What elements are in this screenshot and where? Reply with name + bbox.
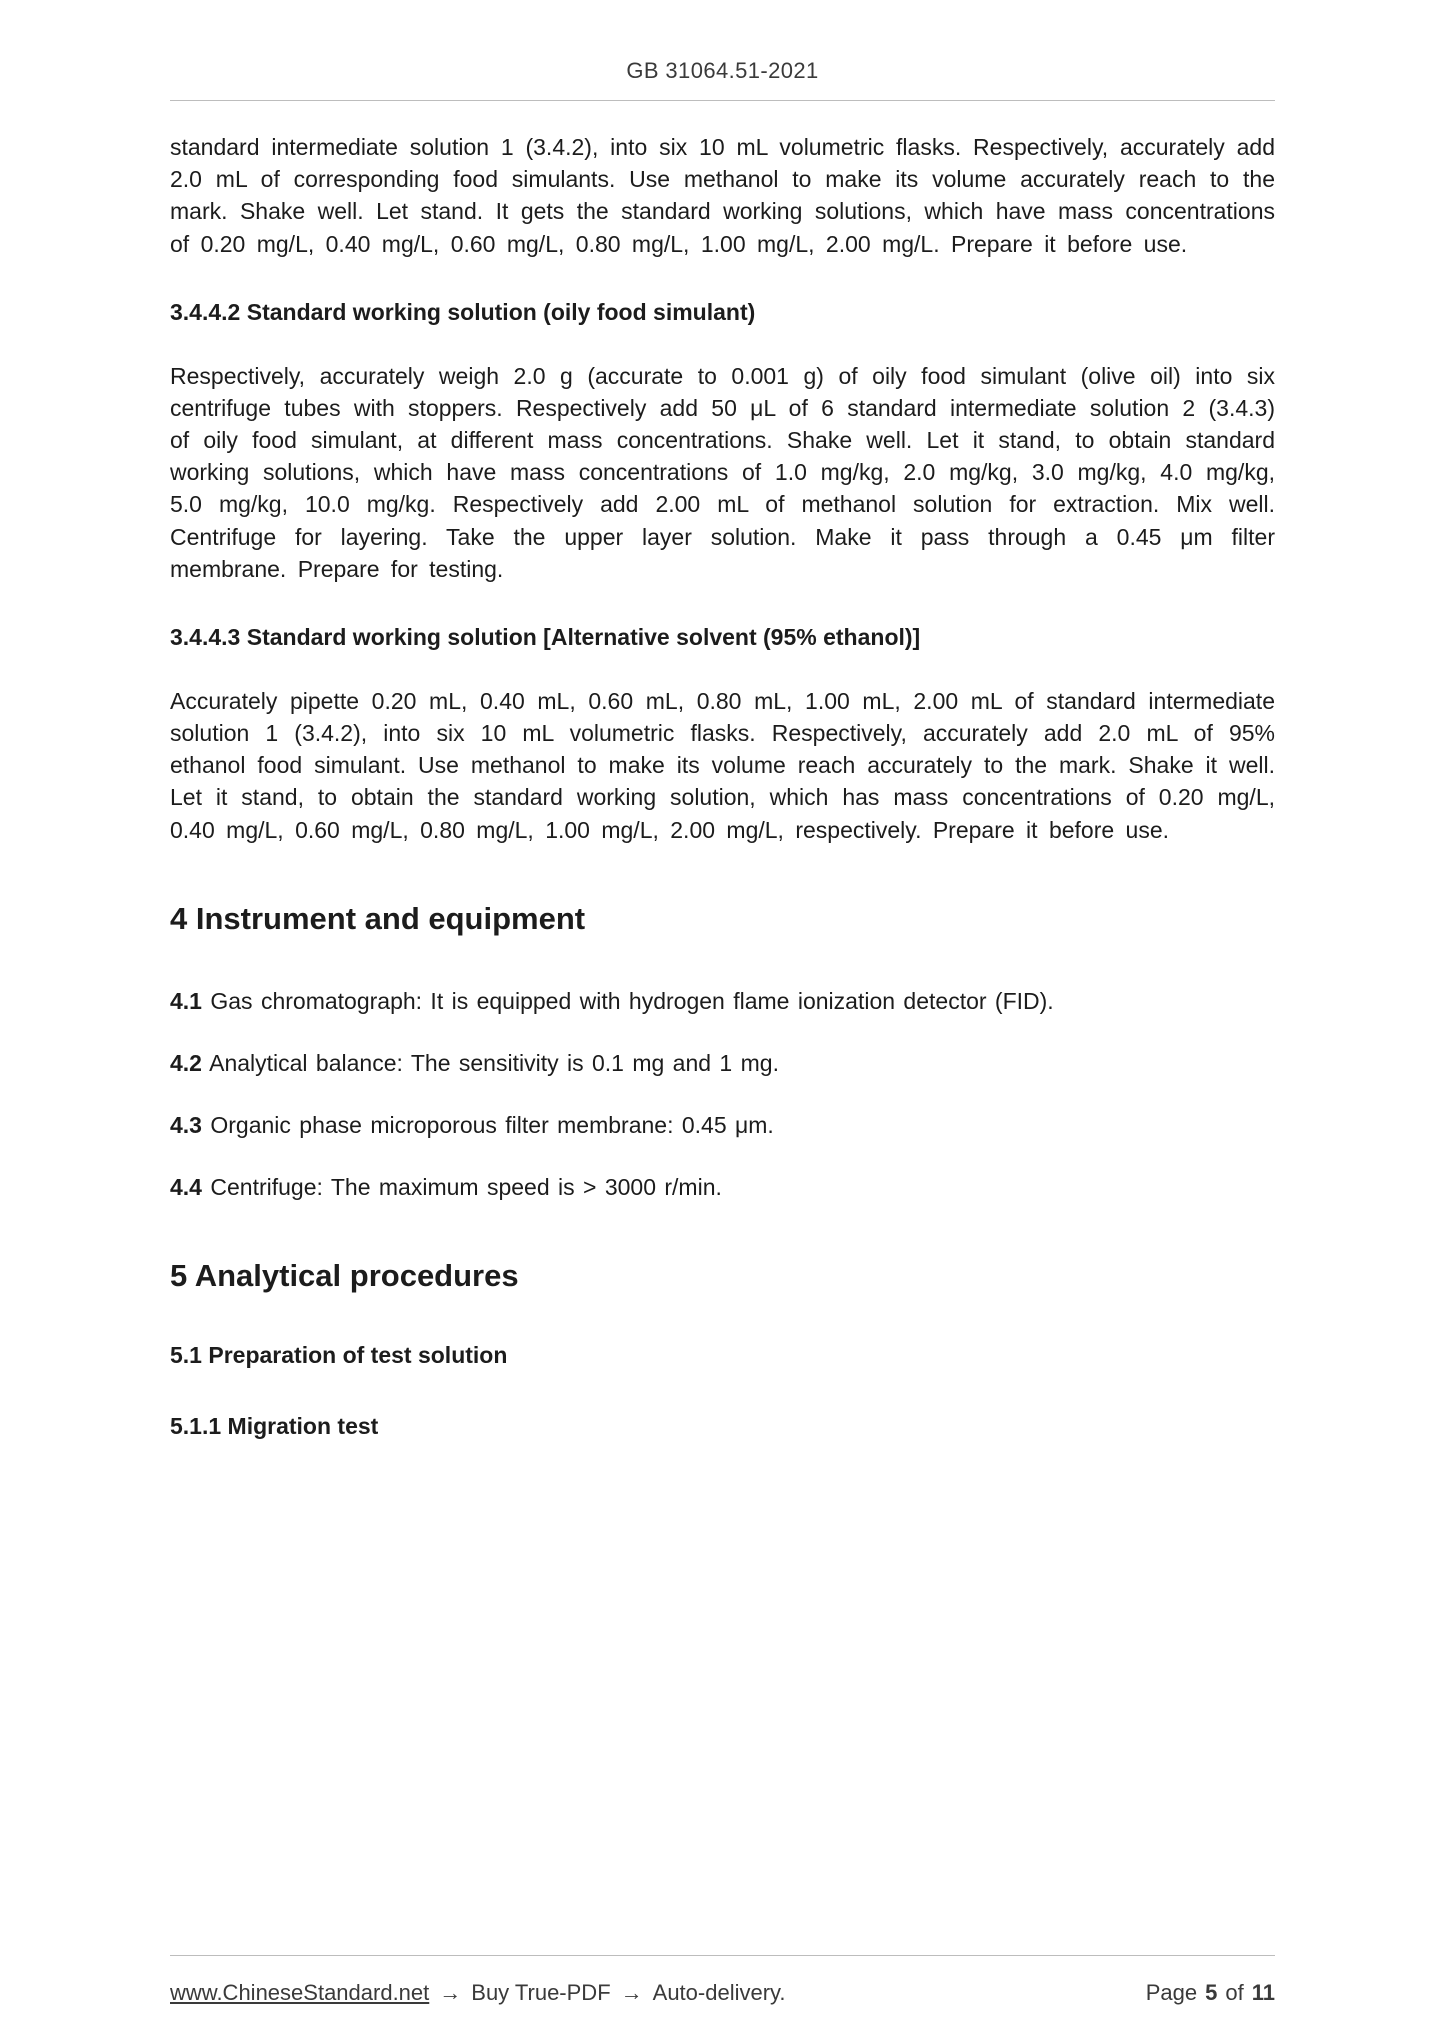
- item-4-2: [170, 1047, 1275, 1079]
- auto-delivery-text: Auto-delivery.: [652, 1980, 786, 2005]
- item-4-3-number: 4.3: [170, 1111, 202, 1138]
- paragraph-ethanol-simulant: Accurately pipette 0.20 mL, 0.40 mL, 0.60 mL, 0.80 mL, 1.00 mL, 2.00 mL of standard intermediate solution 1 (3.4.2), into six 10 mL volumetric flasks. Respectively, accurately add 2.0 mL of 95% ethanol food simulant. Use methanol to make its volume reach accurately to the mark. Shake it well. Let it stand, to obtain the standard working solution, which has mass concentrations of 0.20 mg/L, 0.40 mg/L, 0.60 mg/L, 0.80 mg/L, 1.00 mg/L, 2.00 mg/L, respectively. Prepare it before use.: [170, 687, 1275, 843]
- page-indicator: [1146, 1980, 1275, 2006]
- site-link[interactable]: www.ChineseStandard.net: [170, 1980, 430, 2005]
- document-body: [170, 101, 1275, 1440]
- item-4-3: [170, 1109, 1275, 1141]
- heading-5-1-1: 5.1.1 Migration test: [170, 1413, 379, 1440]
- item-4-1: [170, 985, 1275, 1017]
- right-arrow-icon: →: [620, 1980, 643, 2005]
- item-4-1-text: Gas chromatograph: It is equipped with hydrogen flame ionization detector (FID).: [201, 987, 1054, 1014]
- item-4-4-number: 4.4: [170, 1174, 202, 1201]
- of-label: of: [1225, 1980, 1244, 2005]
- item-4-2-number: 4.2: [170, 1049, 202, 1076]
- footer-divider: [170, 1955, 1275, 1956]
- item-4-1-number: 4.1: [170, 987, 202, 1014]
- paragraph-oily-simulant: Respectively, accurately weigh 2.0 g (accurate to 0.001 g) of oily food simulant (olive oil) into six centrifuge tubes with stoppers. Respectively add 50 μL of 6 standard intermediate solution 2 (3.4.3) of oily food simulant, at different mass concentrations. Shake well. Let it stand, to obtain standard working solutions, which have mass concentrations of 1.0 mg/kg, 2.0 mg/kg, 3.0 mg/kg, 4.0 mg/kg, 5.0 mg/kg, 10.0 mg/kg. Respectively add 2.00 mL of methanol solution for extraction. Mix well. Centrifuge for layering. Take the upper layer solution. Make it pass through a 0.45 μm filter membrane. Prepare for testing.: [170, 362, 1275, 582]
- page-label: Page: [1145, 1980, 1198, 2005]
- paragraph-continuation: standard intermediate solution 1 (3.4.2), into six 10 mL volumetric flasks. Respectively, accurately add 2.0 mL of corresponding food simulants. Use methanol to make its volume accurately reach to the mark. Shake well. Let stand. It gets the standard working solutions, which have mass concentrations of 0.20 mg/L, 0.40 mg/L, 0.60 mg/L, 0.80 mg/L, 1.00 mg/L, 2.00 mg/L. Prepare it before use.: [170, 134, 1275, 257]
- heading-3-4-4-3: 3.4.4.3 Standard working solution [Alternative solvent (95% ethanol)]: [170, 623, 921, 650]
- item-4-3-text: Organic phase microporous filter membrane: 0.45 μm.: [201, 1111, 774, 1138]
- item-4-2-text: Analytical balance: The sensitivity is 0.1 mg and 1 mg.: [201, 1049, 779, 1076]
- page-current: 5: [1205, 1980, 1218, 2005]
- heading-section-4: 4 Instrument and equipment: [170, 900, 586, 936]
- page-header: [170, 58, 1275, 101]
- item-4-4-text: Centrifuge: The maximum speed is > 3000 r/min.: [201, 1174, 722, 1201]
- buy-pdf-text: Buy True-PDF: [471, 1980, 611, 2005]
- page-total: 11: [1251, 1980, 1275, 2005]
- heading-section-5: 5 Analytical procedures: [170, 1258, 519, 1294]
- heading-3-4-4-2: 3.4.4.2 Standard working solution (oily food simulant): [170, 298, 756, 325]
- item-4-4: [170, 1171, 1275, 1203]
- heading-5-1: 5.1 Preparation of test solution: [170, 1342, 508, 1369]
- document-number: GB 31064.51-2021: [626, 58, 819, 83]
- footer-links: [170, 1980, 786, 2006]
- right-arrow-icon: →: [439, 1980, 462, 2005]
- page-footer: [170, 1955, 1275, 2006]
